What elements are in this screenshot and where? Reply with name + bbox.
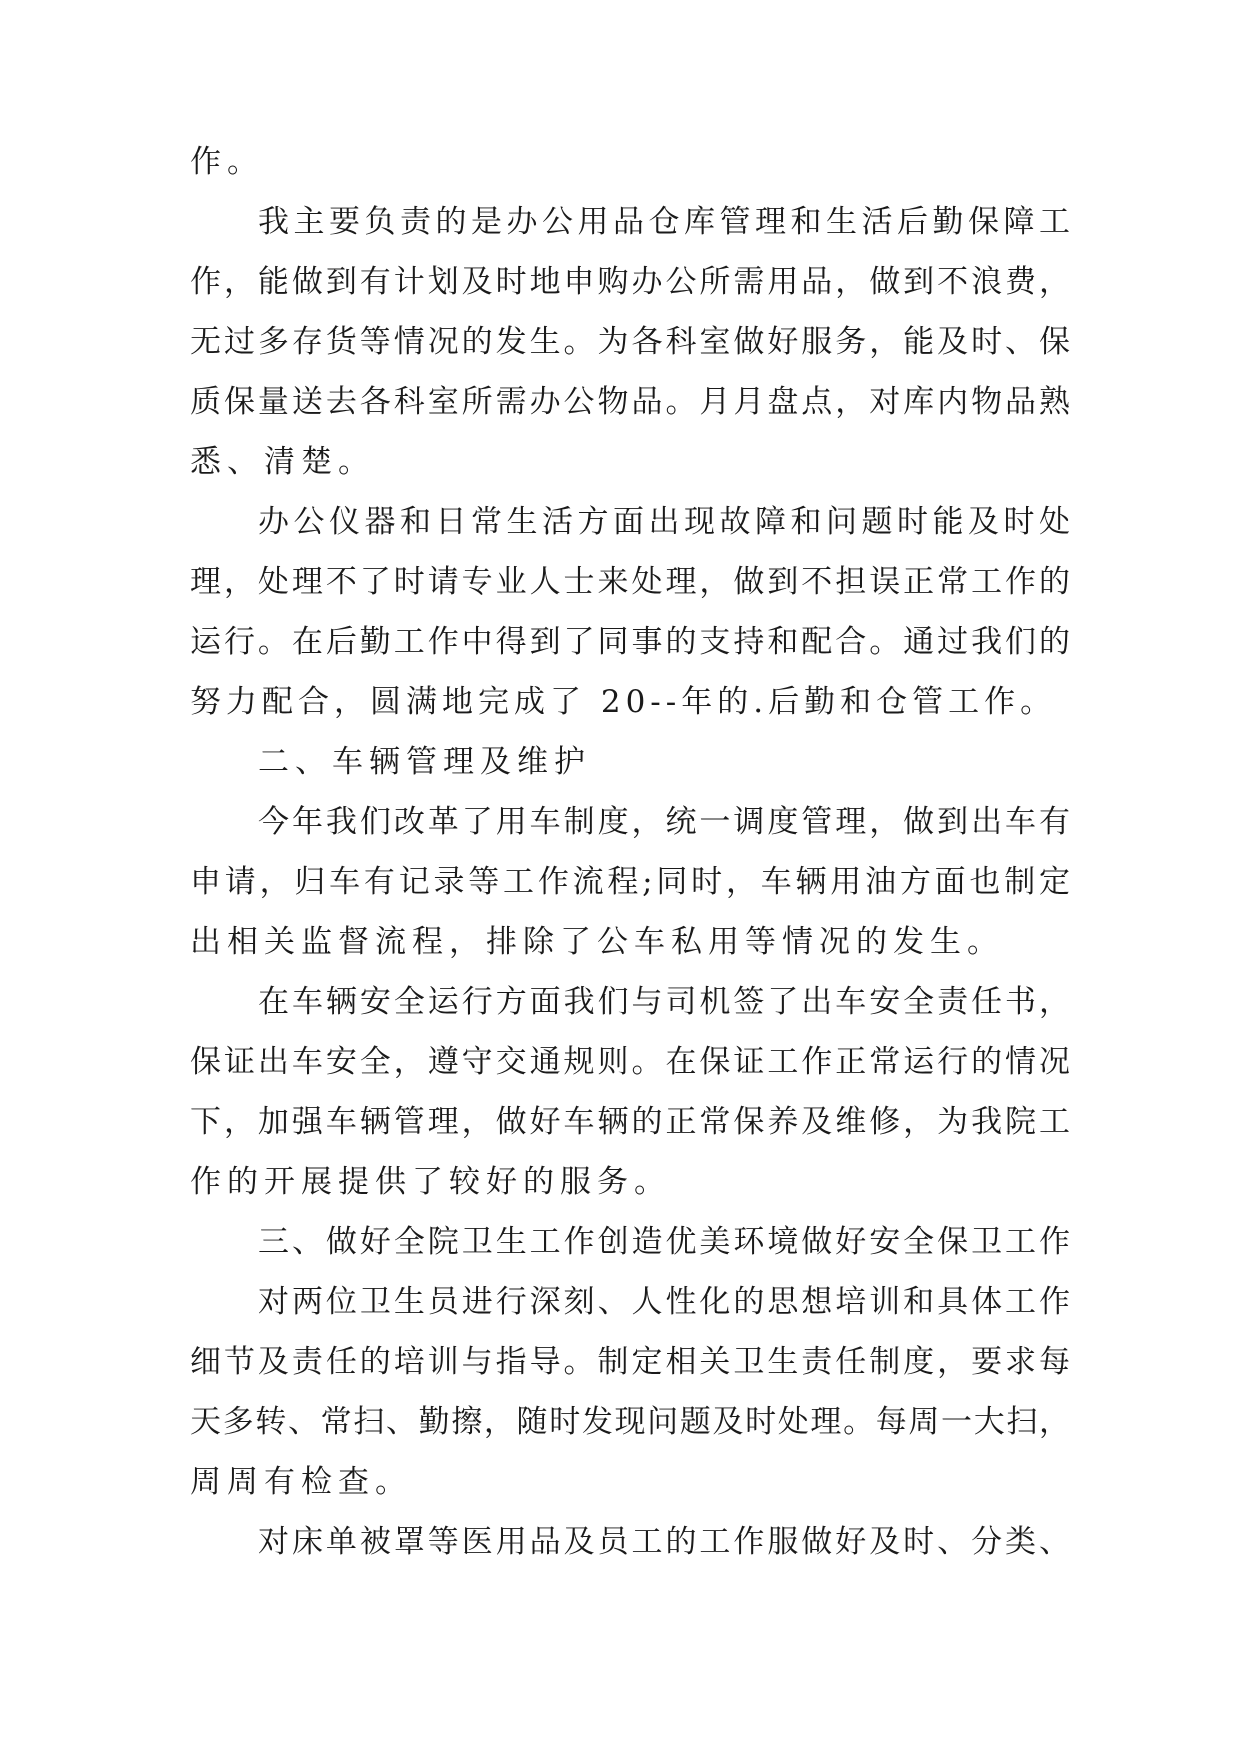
paragraph-start-line: 今年我们改革了用车制度，统一调度管理，做到出车有 <box>258 804 1070 840</box>
paragraph-start-line: 在车辆安全运行方面我们与司机签了出车安全责任书， <box>258 984 1070 1020</box>
text-line: 周周有检查。 <box>190 1464 412 1500</box>
text-line: 下，加强车辆管理，做好车辆的正常保养及维修，为我院工 <box>190 1104 1070 1140</box>
text-line: 作的开展提供了较好的服务。 <box>190 1164 671 1200</box>
paragraph-start-line: 我主要负责的是办公用品仓库管理和生活后勤保障工 <box>258 204 1070 240</box>
section-heading: 二、车辆管理及维护 <box>258 744 591 780</box>
paragraph-start-line: 对两位卫生员进行深刻、人性化的思想培训和具体工作 <box>258 1284 1070 1320</box>
text-line: 质保量送去各科室所需办公物品。月月盘点，对库内物品熟 <box>190 384 1070 420</box>
paragraph-start-line: 办公仪器和日常生活方面出现故障和问题时能及时处 <box>258 504 1070 540</box>
text-line: 悉、清楚。 <box>190 444 375 480</box>
text-line: 天多转、常扫、勤擦，随时发现问题及时处理。每周一大扫， <box>190 1404 1070 1440</box>
section-heading: 三、做好全院卫生工作创造优美环境做好安全保卫工作 <box>258 1224 1070 1260</box>
paragraph-start-line: 对床单被罩等医用品及员工的工作服做好及时、分类、 <box>258 1524 1070 1560</box>
text-line: 细节及责任的培训与指导。制定相关卫生责任制度，要求每 <box>190 1344 1070 1380</box>
text-line: 作。 <box>190 144 264 180</box>
text-line: 理，处理不了时请专业人士来处理，做到不担误正常工作的 <box>190 564 1070 600</box>
text-line: 申请，归车有记录等工作流程;同时，车辆用油方面也制定 <box>190 864 1070 900</box>
text-line: 出相关监督流程，排除了公车私用等情况的发生。 <box>190 924 1004 960</box>
text-line: 无过多存货等情况的发生。为各科室做好服务，能及时、保 <box>190 324 1070 360</box>
text-line: 努力配合，圆满地完成了 20--年的.后勤和仓管工作。 <box>190 684 1057 720</box>
text-line: 运行。在后勤工作中得到了同事的支持和配合。通过我们的 <box>190 624 1070 660</box>
text-line: 保证出车安全，遵守交通规则。在保证工作正常运行的情况 <box>190 1044 1070 1080</box>
text-line: 作，能做到有计划及时地申购办公所需用品，做到不浪费， <box>190 264 1070 300</box>
